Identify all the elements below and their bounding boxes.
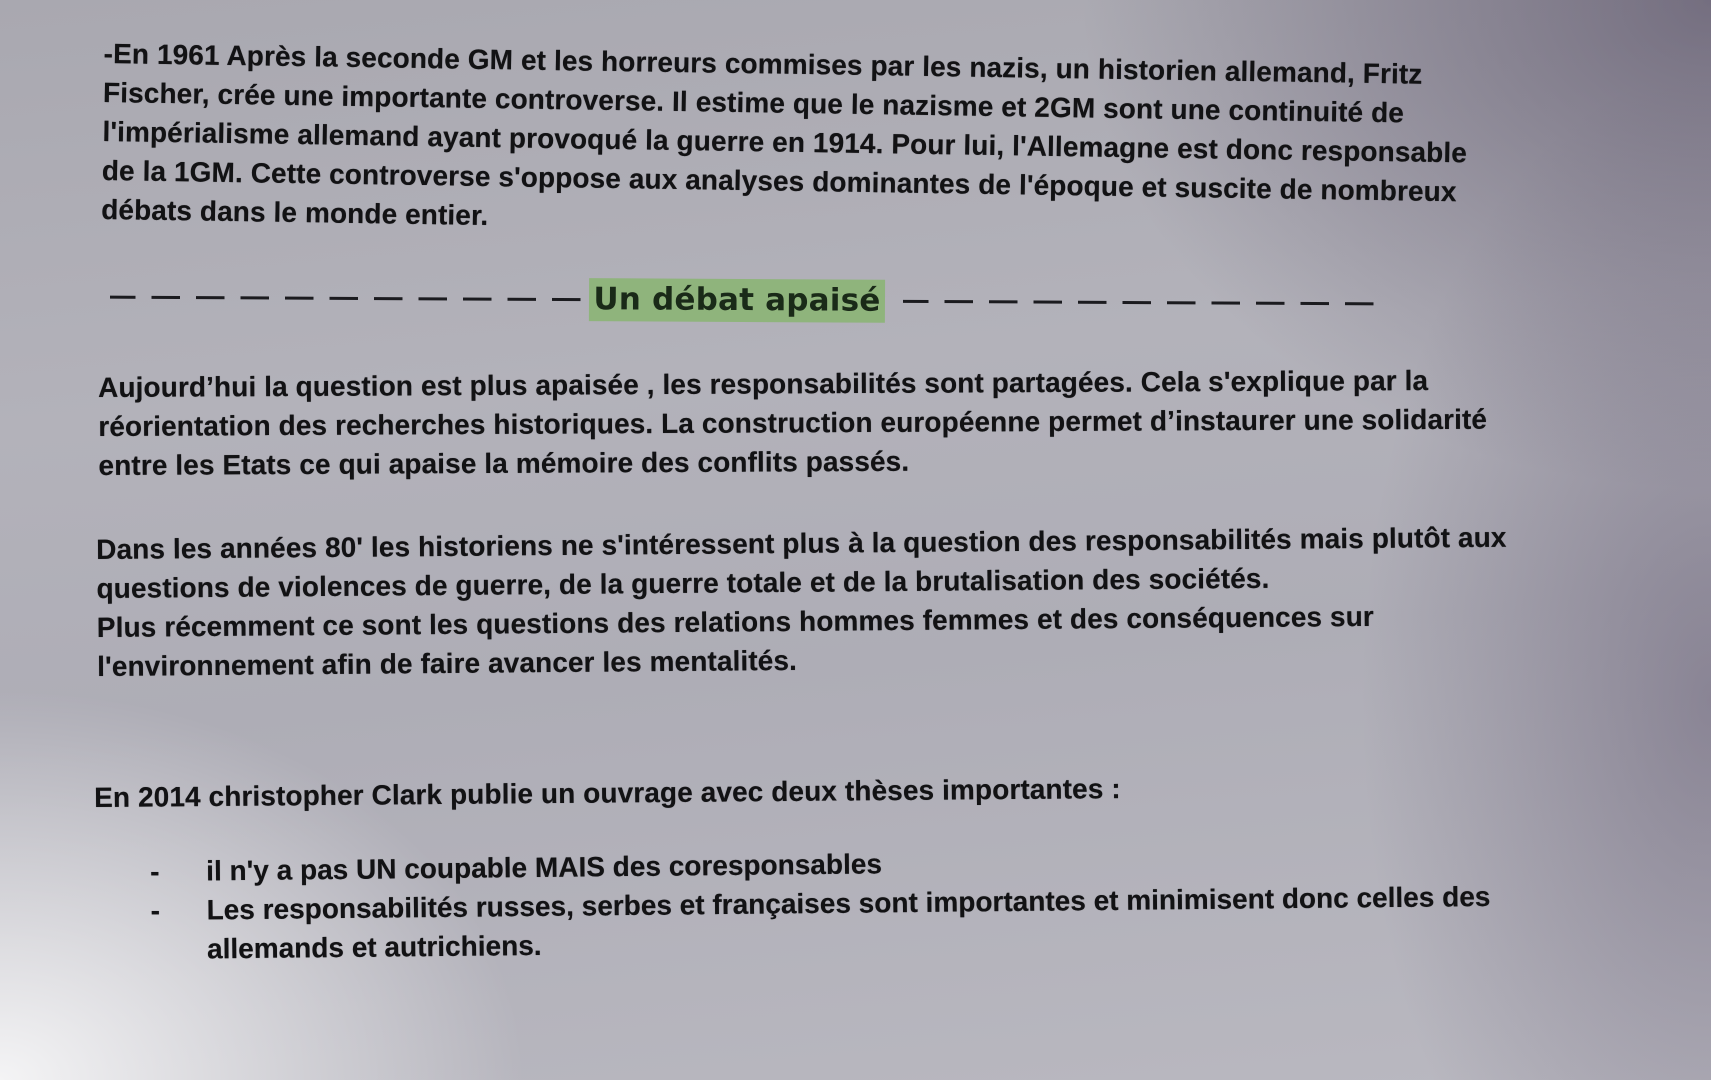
research-shift-paragraph: Dans les années 80' les historiens ne s'intéressent plus à la question des responsabilités mais plutôt aux questions de violences de guerre, de la guerre totale et de la brutalisation des sociétés. Plus récemment ce sont les questions des relations hommes femmes et des conséquences sur l'environnement afin de faire avancer les mentalités. — [96, 521, 1507, 682]
list-item — [150, 877, 1531, 969]
clark-theses-list — [150, 838, 1531, 969]
section-separator — [110, 273, 1380, 328]
bullet-dash: - — [150, 894, 161, 926]
thesis-text: il n'y a pas UN coupable MAIS des coresponsables — [206, 848, 883, 887]
bullet-dash: - — [150, 855, 160, 887]
separator-dashes-left — [110, 295, 587, 300]
thesis-text: Les responsabilités russes, serbes et françaises sont importantes et minimisent donc celles des allemands et autrichiens. — [206, 880, 1491, 965]
separator-dashes-right — [903, 299, 1380, 304]
shared-responsibility-paragraph: Aujourd’hui la question est plus apaisée , les responsabilités sont partagées. Cela s'explique par la réorientation des recherches historiques. La construction européenne permet d’instaurer une solidarité entre les Etats ce qui apaise la mémoire des conflits passés. — [98, 365, 1488, 481]
section-title: Un débat apaisé — [589, 278, 884, 323]
fischer-controversy-paragraph: -En 1961 Après la seconde GM et les horreurs commises par les nazis, un historien allemand, Fritz Fischer, crée une importante controverse. Il estime que le nazisme et 2GM sont une continuité de l'impérialisme allemand ayant provoqué la guerre en 1914. Pour lui, l'Allemagne est donc responsable de la 1GM. Cette controverse s'oppose aux analyses dominantes de l'époque et suscite de nombreux débats dans le monde entier. — [100, 37, 1468, 232]
clark-intro-paragraph: En 2014 christopher Clark publie un ouvrage avec deux thèses importantes : — [94, 773, 1121, 813]
